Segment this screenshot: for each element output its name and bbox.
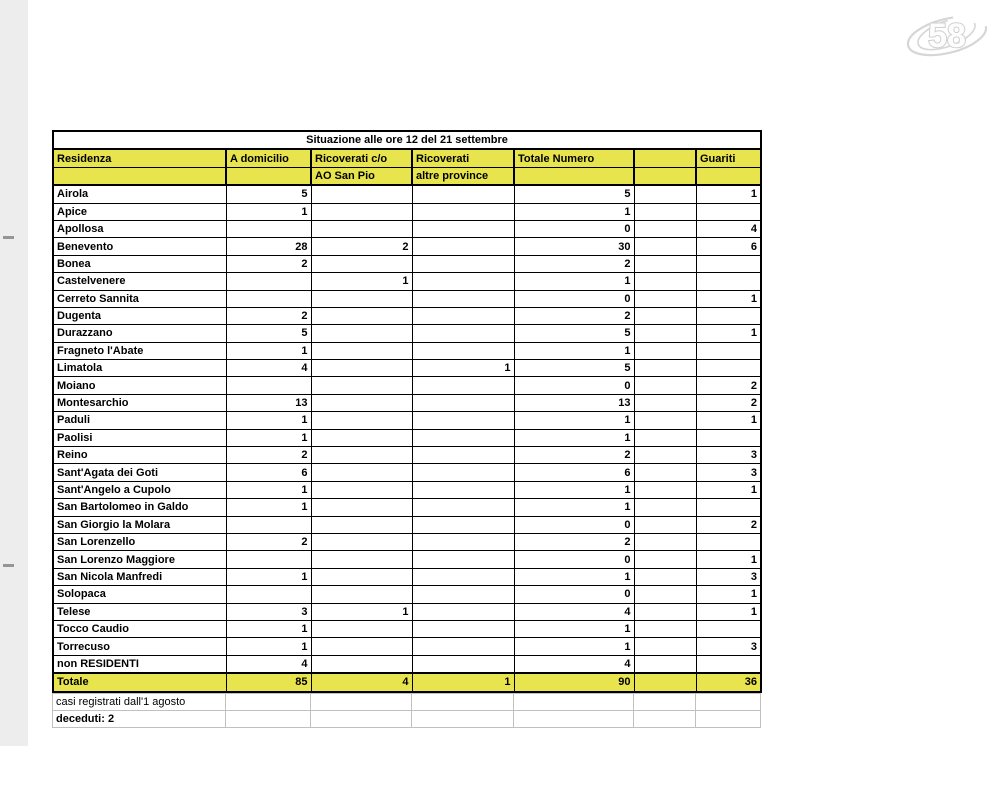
value-cell <box>311 377 412 394</box>
header-row-1 <box>53 149 761 167</box>
value-cell: 1 <box>696 551 761 568</box>
residenza-cell: San Lorenzello <box>53 533 226 550</box>
value-cell: 1 <box>696 586 761 603</box>
value-cell: 1 <box>226 620 311 637</box>
value-cell <box>696 710 761 727</box>
covid-table <box>52 130 762 693</box>
residenza-cell: San Giorgio la Molara <box>53 516 226 533</box>
value-cell <box>634 307 696 324</box>
value-cell: 0 <box>514 586 634 603</box>
value-cell <box>634 447 696 464</box>
value-cell: 13 <box>514 394 634 411</box>
value-cell: 1 <box>696 185 761 203</box>
value-cell: 1 <box>696 603 761 620</box>
value-cell: 1 <box>226 342 311 359</box>
table-row <box>53 516 761 533</box>
residenza-cell: Paolisi <box>53 429 226 446</box>
value-cell <box>634 220 696 237</box>
value-cell <box>311 342 412 359</box>
value-cell: 2 <box>226 447 311 464</box>
value-cell <box>634 603 696 620</box>
residenza-cell: casi registrati dall'1 agosto <box>53 693 226 710</box>
value-cell: 1 <box>514 638 634 655</box>
value-cell <box>634 342 696 359</box>
value-cell <box>696 255 761 272</box>
value-cell <box>412 447 514 464</box>
residenza-cell: Cerreto Sannita <box>53 290 226 307</box>
table-row <box>53 273 761 290</box>
value-cell <box>311 429 412 446</box>
residenza-cell: Airola <box>53 185 226 203</box>
value-cell: 1 <box>311 273 412 290</box>
value-cell: 1 <box>514 620 634 637</box>
value-cell <box>412 273 514 290</box>
value-cell: 2 <box>311 238 412 255</box>
value-cell: 90 <box>514 673 634 691</box>
value-cell: 5 <box>226 325 311 342</box>
value-cell <box>696 499 761 516</box>
table-row <box>53 342 761 359</box>
value-cell: 3 <box>696 447 761 464</box>
value-cell <box>412 481 514 498</box>
table-row <box>53 638 761 655</box>
value-cell <box>514 710 634 727</box>
table-row <box>53 603 761 620</box>
value-cell: 1 <box>226 412 311 429</box>
value-cell: 4 <box>311 673 412 691</box>
value-cell <box>696 360 761 377</box>
value-cell: 1 <box>514 568 634 585</box>
residenza-cell: Fragneto l'Abate <box>53 342 226 359</box>
value-cell: 3 <box>226 603 311 620</box>
value-cell <box>412 342 514 359</box>
table-row <box>53 481 761 498</box>
value-cell <box>696 307 761 324</box>
value-cell <box>634 516 696 533</box>
table-row <box>53 360 761 377</box>
value-cell <box>634 568 696 585</box>
value-cell: 1 <box>696 290 761 307</box>
header-ricoverati: Ricoverati <box>412 149 514 167</box>
header-residenza: Residenza <box>53 149 226 167</box>
value-cell <box>311 568 412 585</box>
value-cell <box>412 325 514 342</box>
value-cell: 5 <box>514 360 634 377</box>
value-cell: 1 <box>514 412 634 429</box>
table-row <box>53 586 761 603</box>
value-cell: 4 <box>226 360 311 377</box>
residenza-cell: Sant'Agata dei Goti <box>53 464 226 481</box>
value-cell <box>696 655 761 673</box>
value-cell <box>412 307 514 324</box>
table-row <box>53 533 761 550</box>
residenza-cell: Solopaca <box>53 586 226 603</box>
value-cell <box>226 586 311 603</box>
value-cell <box>311 325 412 342</box>
value-cell: 5 <box>514 185 634 203</box>
residenza-cell: Benevento <box>53 238 226 255</box>
table-row <box>53 185 761 203</box>
header-ao-san-pio: AO San Pio <box>311 167 412 185</box>
residenza-cell: Limatola <box>53 360 226 377</box>
value-cell <box>226 710 311 727</box>
value-cell <box>311 516 412 533</box>
value-cell: 1 <box>514 481 634 498</box>
header-blank <box>696 167 761 185</box>
value-cell <box>226 273 311 290</box>
value-cell <box>634 499 696 516</box>
residenza-cell: Montesarchio <box>53 394 226 411</box>
footer-body <box>53 693 761 728</box>
value-cell <box>634 290 696 307</box>
value-cell <box>412 499 514 516</box>
value-cell: 1 <box>696 325 761 342</box>
value-cell <box>311 710 412 727</box>
value-cell: 1 <box>514 203 634 220</box>
header-altre-province: altre province <box>412 167 514 185</box>
value-cell <box>311 693 412 710</box>
table-row <box>53 551 761 568</box>
value-cell <box>412 655 514 673</box>
value-cell: 2 <box>514 255 634 272</box>
table-row <box>53 464 761 481</box>
value-cell: 85 <box>226 673 311 691</box>
value-cell <box>412 568 514 585</box>
value-cell <box>311 412 412 429</box>
residenza-cell: Telese <box>53 603 226 620</box>
value-cell <box>412 533 514 550</box>
residenza-cell: Bonea <box>53 255 226 272</box>
value-cell <box>311 185 412 203</box>
left-edge-strip <box>0 0 28 746</box>
value-cell <box>311 220 412 237</box>
value-cell: 4 <box>226 655 311 673</box>
logo-58-text: 58 <box>928 17 966 55</box>
value-cell <box>412 377 514 394</box>
residenza-cell: Reino <box>53 447 226 464</box>
header-blank <box>53 167 226 185</box>
value-cell: 2 <box>514 533 634 550</box>
value-cell <box>226 290 311 307</box>
residenza-cell: San Lorenzo Maggiore <box>53 551 226 568</box>
value-cell <box>696 342 761 359</box>
residenza-cell: Sant'Angelo a Cupolo <box>53 481 226 498</box>
value-cell: 1 <box>226 568 311 585</box>
value-cell <box>634 394 696 411</box>
table-body <box>53 185 761 691</box>
table-row <box>53 325 761 342</box>
value-cell <box>514 693 634 710</box>
value-cell <box>226 693 311 710</box>
table-row <box>53 255 761 272</box>
value-cell <box>412 220 514 237</box>
value-cell: 0 <box>514 377 634 394</box>
table-row <box>53 307 761 324</box>
logo-58-icon <box>903 6 991 68</box>
value-cell <box>412 255 514 272</box>
value-cell <box>696 273 761 290</box>
residenza-cell: Torrecuso <box>53 638 226 655</box>
value-cell <box>311 533 412 550</box>
value-cell <box>634 673 696 691</box>
value-cell <box>634 638 696 655</box>
value-cell <box>412 586 514 603</box>
value-cell: 5 <box>514 325 634 342</box>
value-cell: 1 <box>412 673 514 691</box>
footer-note-row <box>53 710 761 727</box>
value-cell <box>311 620 412 637</box>
value-cell: 3 <box>696 568 761 585</box>
value-cell: 2 <box>226 307 311 324</box>
header-totale-numero: Totale Numero <box>514 149 634 167</box>
value-cell <box>634 185 696 203</box>
table-row <box>53 220 761 237</box>
value-cell <box>696 620 761 637</box>
value-cell <box>634 586 696 603</box>
value-cell <box>311 481 412 498</box>
residenza-cell: deceduti: 2 <box>53 710 226 727</box>
value-cell <box>226 551 311 568</box>
value-cell <box>634 360 696 377</box>
value-cell <box>634 551 696 568</box>
residenza-cell: Dugenta <box>53 307 226 324</box>
residenza-cell: Moiano <box>53 377 226 394</box>
value-cell <box>412 516 514 533</box>
header-blank <box>634 149 696 167</box>
value-cell <box>634 693 696 710</box>
value-cell <box>226 220 311 237</box>
edge-tick-mark <box>3 236 14 239</box>
value-cell <box>412 620 514 637</box>
value-cell <box>412 710 514 727</box>
value-cell <box>634 533 696 550</box>
value-cell: 2 <box>514 307 634 324</box>
value-cell <box>412 185 514 203</box>
residenza-cell: Durazzano <box>53 325 226 342</box>
residenza-cell: Tocco Caudio <box>53 620 226 637</box>
value-cell <box>412 394 514 411</box>
table-row <box>53 447 761 464</box>
value-cell <box>311 307 412 324</box>
value-cell: 2 <box>696 516 761 533</box>
value-cell: 6 <box>226 464 311 481</box>
value-cell: 1 <box>226 203 311 220</box>
channel-58-logo <box>903 6 991 68</box>
value-cell: 30 <box>514 238 634 255</box>
value-cell: 0 <box>514 516 634 533</box>
value-cell: 36 <box>696 673 761 691</box>
value-cell: 28 <box>226 238 311 255</box>
residenza-cell: Paduli <box>53 412 226 429</box>
value-cell: 4 <box>696 220 761 237</box>
value-cell: 2 <box>696 394 761 411</box>
value-cell: 1 <box>514 429 634 446</box>
value-cell <box>311 394 412 411</box>
table-row <box>53 568 761 585</box>
table-title: Situazione alle ore 12 del 21 settembre <box>53 131 761 149</box>
footer-notes-table <box>52 693 761 729</box>
value-cell: 3 <box>696 464 761 481</box>
table-row <box>53 429 761 446</box>
value-cell <box>634 325 696 342</box>
value-cell <box>311 499 412 516</box>
value-cell <box>634 710 696 727</box>
situation-table <box>52 130 762 728</box>
header-ricoverati-co: Ricoverati c/o <box>311 149 412 167</box>
value-cell <box>226 516 311 533</box>
residenza-cell: Totale <box>53 673 226 691</box>
value-cell <box>311 447 412 464</box>
value-cell <box>696 693 761 710</box>
title-row <box>53 131 761 149</box>
value-cell <box>634 429 696 446</box>
footer-note-row <box>53 693 761 710</box>
value-cell <box>311 360 412 377</box>
residenza-cell: Apice <box>53 203 226 220</box>
table-row <box>53 290 761 307</box>
header-guariti: Guariti <box>696 149 761 167</box>
residenza-cell: Apollosa <box>53 220 226 237</box>
value-cell <box>412 238 514 255</box>
value-cell <box>696 533 761 550</box>
table-row <box>53 620 761 637</box>
value-cell <box>634 481 696 498</box>
value-cell: 2 <box>226 533 311 550</box>
header-row-2 <box>53 167 761 185</box>
value-cell <box>696 429 761 446</box>
value-cell: 1 <box>226 638 311 655</box>
value-cell <box>412 464 514 481</box>
value-cell <box>634 238 696 255</box>
value-cell <box>412 203 514 220</box>
value-cell: 2 <box>226 255 311 272</box>
table-row <box>53 412 761 429</box>
value-cell: 0 <box>514 220 634 237</box>
value-cell: 5 <box>226 185 311 203</box>
residenza-cell: San Nicola Manfredi <box>53 568 226 585</box>
value-cell: 2 <box>514 447 634 464</box>
table-row <box>53 238 761 255</box>
value-cell <box>311 655 412 673</box>
value-cell <box>412 429 514 446</box>
value-cell: 13 <box>226 394 311 411</box>
value-cell <box>634 412 696 429</box>
value-cell <box>412 290 514 307</box>
header-a-domicilio: A domicilio <box>226 149 311 167</box>
value-cell <box>634 377 696 394</box>
value-cell <box>311 464 412 481</box>
value-cell: 6 <box>514 464 634 481</box>
value-cell: 1 <box>226 429 311 446</box>
value-cell: 0 <box>514 551 634 568</box>
value-cell <box>634 273 696 290</box>
residenza-cell: non RESIDENTI <box>53 655 226 673</box>
value-cell: 1 <box>514 273 634 290</box>
value-cell: 1 <box>696 481 761 498</box>
edge-tick-mark <box>3 564 14 567</box>
value-cell <box>311 586 412 603</box>
value-cell <box>311 203 412 220</box>
header-blank <box>634 167 696 185</box>
value-cell <box>634 620 696 637</box>
residenza-cell: San Bartolomeo in Galdo <box>53 499 226 516</box>
table-row <box>53 655 761 673</box>
value-cell: 0 <box>514 290 634 307</box>
value-cell: 4 <box>514 603 634 620</box>
value-cell: 3 <box>696 638 761 655</box>
value-cell: 1 <box>514 342 634 359</box>
value-cell: 1 <box>696 412 761 429</box>
residenza-cell: Castelvenere <box>53 273 226 290</box>
value-cell <box>634 203 696 220</box>
value-cell <box>634 655 696 673</box>
value-cell <box>311 255 412 272</box>
value-cell <box>311 551 412 568</box>
table-row <box>53 377 761 394</box>
value-cell <box>634 255 696 272</box>
value-cell <box>311 638 412 655</box>
value-cell <box>412 551 514 568</box>
table-row <box>53 203 761 220</box>
value-cell: 1 <box>514 499 634 516</box>
table-row <box>53 394 761 411</box>
value-cell <box>412 603 514 620</box>
value-cell: 1 <box>226 499 311 516</box>
header-blank <box>514 167 634 185</box>
total-row <box>53 673 761 691</box>
value-cell <box>634 464 696 481</box>
value-cell: 6 <box>696 238 761 255</box>
value-cell <box>412 638 514 655</box>
value-cell <box>226 377 311 394</box>
value-cell: 4 <box>514 655 634 673</box>
header-blank <box>226 167 311 185</box>
value-cell <box>311 290 412 307</box>
value-cell: 1 <box>412 360 514 377</box>
value-cell: 1 <box>311 603 412 620</box>
value-cell <box>696 203 761 220</box>
table-row <box>53 499 761 516</box>
value-cell: 2 <box>696 377 761 394</box>
value-cell: 1 <box>226 481 311 498</box>
value-cell <box>412 693 514 710</box>
value-cell <box>412 412 514 429</box>
